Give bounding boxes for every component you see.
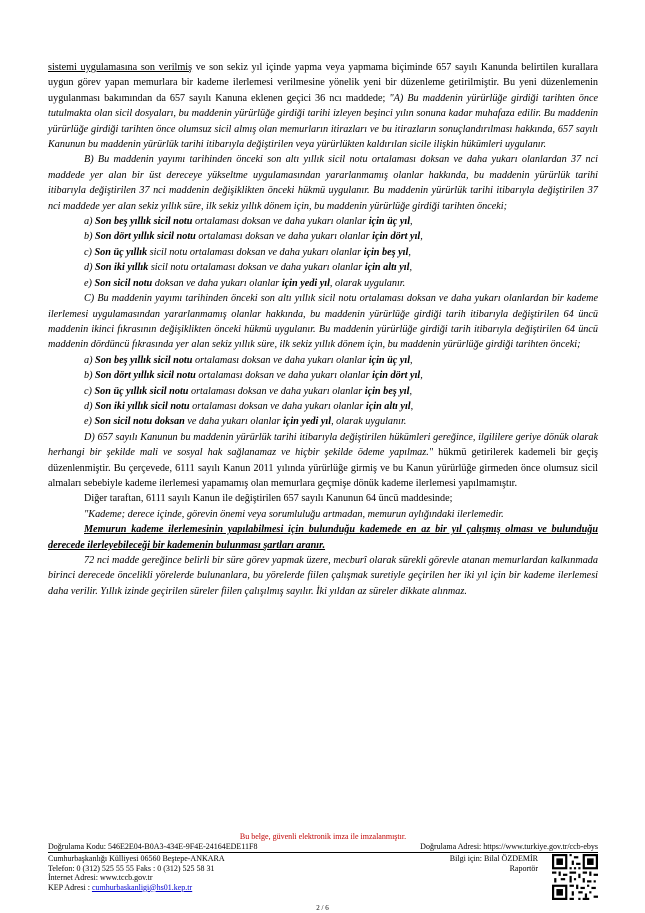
verification-address: Doğrulama Adresi: https://www.turkiye.gov.tr/ccb-ebys (420, 842, 598, 851)
list-item: e) Son sicil notu doksan ve daha yukarı olanlar için yedi yıl, olarak uygulanır. (84, 277, 406, 289)
list-item: e) Son sicil notu doksan ve daha yukarı olanlar için yedi yıl, olarak uygulanır. (84, 416, 407, 428)
list-item: c) Son üç yıllık sicil notu ortalaması doksan ve daha yukarı olanlar için beş yıl, (84, 246, 411, 258)
list-c (48, 353, 598, 430)
paragraph-1-text: ve son sekiz yıl içinde yapma veya yapmama biçiminde 657 sayılı Kanunda belirtilen kurallara uygun görev yapan memurlara bir kademe ilerlemesi verilmesine yönelik yeni bir düzenleme getirilmiştir. Bu yeni düzenlemenin uygulanması bakımından da 657 sayılı Kanuna eklenen geçici 36 ncı maddede; (48, 62, 598, 104)
paragraph-b: B) Bu maddenin yayımı tarihinden önceki son altı yıllık sicil notu ortalaması doksan ve daha yukarı olanlardan 37 nci maddede yer alan bir üst dereceye yükseltme uygulamasından yararlanmamış olanlar hakkında, bu maddenin yürürlük tarihi itibarıyla değiştirilen 37 nci maddenin değişiklikten önceki hükmü uygulanır. Bu maddenin yürürlük tarihi itibarıyla değiştirilen 37 nci maddede yer alan sekiz yıllık süre, ilk sekiz yıllık dönem için, bu maddenin yürürlüğe girdiği tarihten önceki; (48, 154, 598, 212)
qr-code-icon (552, 854, 598, 900)
info-block (450, 854, 538, 873)
footer-divider (48, 852, 598, 853)
phone-line: Telefon: 0 (312) 525 55 55 Faks : 0 (312) 525 58 31 (48, 863, 215, 873)
verification-code: Doğrulama Kodu: 546E2E04-B0A3-434E-9F4E-24164EDE11F8 (48, 842, 258, 851)
list-item: d) Son iki yıllık sicil notu ortalaması doksan ve daha yukarı olanlar için altı yıl, (84, 400, 414, 412)
paragraph-c: C) Bu maddenin yayımı tarihinden önceki son altı yıllık sicil notu ortalaması doksan ve daha yukarı olanlardan bir kademe ilerlemesi uygulamasından yararlanmamış olanlar hakkında, bu maddenin yürürlüğe girdiği tarih itibarıyla değiştirilen 64 üncü maddenin ikinci fıkrasının değişiklikten önceki hükmü uygulanır. Bu maddenin yürürlüğe girdiği tarih itibarıyla değiştirilen 64 üncü maddenin dördüncü fıkrasında yer alan sekiz yıllık süre, ilk sekiz yıllık dönem için, bu maddenin yürürlüğe girdiği tarihten önceki; (48, 293, 598, 351)
paragraph-1-quote: "A) Bu maddenin yürürlüğe girdiği tarihten önce tutulmakta olan sicil dosyaları, bu maddenin yürürlüğe girdiği tarihi izleyen beşinci yılın sonuna kadar muhafaza edilir. Bu maddenin yürürlüğe girdiği tarihten önce olumsuz sicil almış olan memurların itirazları ve bu itirazların sonuçlandırılması hakkında, 657 sayılı Kanunun bu maddenin yürürlük tarihi itibarıyla değiştirilen veya yürürlükten kaldırılan sicile ilişkin hükümleri uygulanır. (48, 92, 598, 151)
paragraph-kademe: "Kademe; derece içinde, görevin önemi veya sorumluluğu artmadan, memurun aylığındaki ilerlemedir. (84, 508, 504, 520)
website-line: İnternet Adresi: www.tccb.gov.tr (48, 873, 153, 882)
kep-line: KEP Adresi : cumhurbaskanligi@hs01.kep.tr (48, 882, 193, 892)
info-title: Raportör (509, 863, 538, 873)
paragraph-emphasis: Memurun kademe ilerlemesinin yapılabilmesi için bulunduğu kademede en az bir yıl çalışmış olması ve bulunduğu derecede ilerleyebileceği bir kademenin bulunması şartları aranır. (48, 524, 598, 551)
paragraph-1 (48, 60, 598, 152)
list-item: a) Son beş yıllık sicil notu ortalaması doksan ve daha yukarı olanlar için üç yıl, (84, 216, 413, 228)
paragraph-72: 72 nci madde gereğince belirli bir süre görev yapmak üzere, mecburî olarak sürekli görevle atanan memurlardan kalkınmada birinci derecede öncelikli yörelerde bulunanlara, bu yörelerde fiilen çalışmak suretiyle geçirilen her iki yıl için bir kademe ilerlemesi daha verilir. Yıllık izinde geçirilen süreler fiilen çalışılmış sayılır. İki yıldan az süreler dikkate alınmaz. (48, 555, 598, 597)
info-contact: Bilgi için: Bilal ÖZDEMİR (449, 854, 538, 863)
list-b (48, 214, 598, 291)
address-line: Cumhurbaşkanlığı Külliyesi 06560 Beştepe-ANKARA (48, 854, 225, 863)
page-number: 2 / 6 (316, 904, 329, 912)
list-item: c) Son üç yıllık sicil notu ortalaması doksan ve daha yukarı olanlar için beş yıl, (84, 385, 413, 397)
contact-block (48, 854, 348, 892)
underlined-phrase: sistemi uygulamasına son verilmiş (48, 62, 193, 73)
list-item: b) Son dört yıllık sicil notu ortalaması doksan ve daha yukarı olanlar için dört yıl, (84, 231, 423, 243)
kep-link[interactable]: cumhurbaskanligi@hs01.kep.tr (91, 882, 193, 892)
list-item: d) Son iki yıllık sicil notu ortalaması doksan ve daha yukarı olanlar için altı yıl, (84, 262, 413, 274)
paragraph-diger: Diğer taraftan, 6111 sayılı Kanun ile değiştirilen 657 sayılı Kanunun 64 üncü maddesinde; (84, 493, 453, 505)
signature-note: Bu belge, güvenli elektronik imza ile imzalanmıştır. (239, 832, 407, 841)
document-body (48, 60, 598, 599)
list-item: b) Son dört yıllık sicil notu ortalaması doksan ve daha yukarı olanlar için dört yıl, (84, 370, 423, 382)
paragraph-d: D) 657 sayılı Kanunun bu maddenin yürürlük tarihi itibarıyla değiştirilen hükümleri gereğince, ilgililere geriye dönük olarak herhangi bir şekilde mali ve sosyal hak sağlanamaz ve hiçbir şekilde ödeme yapılmaz." hükmü getirilerek kademeli bir geçiş düzenlenmiştir. Bu çerçevede, 6111 sayılı Kanun 2011 yılında yürürlüğe girmiş ve bu Kanun yürürlüğe girmeden önce olumsuz sicil almaları sebebiyle kademe ilerlemesi yapamamış olan memurlara geçmişe dönük kademe ilerlemesi yapılmamıştır. (48, 431, 598, 489)
list-item: a) Son beş yıllık sicil notu ortalaması doksan ve daha yukarı olanlar için üç yıl, (84, 354, 413, 366)
